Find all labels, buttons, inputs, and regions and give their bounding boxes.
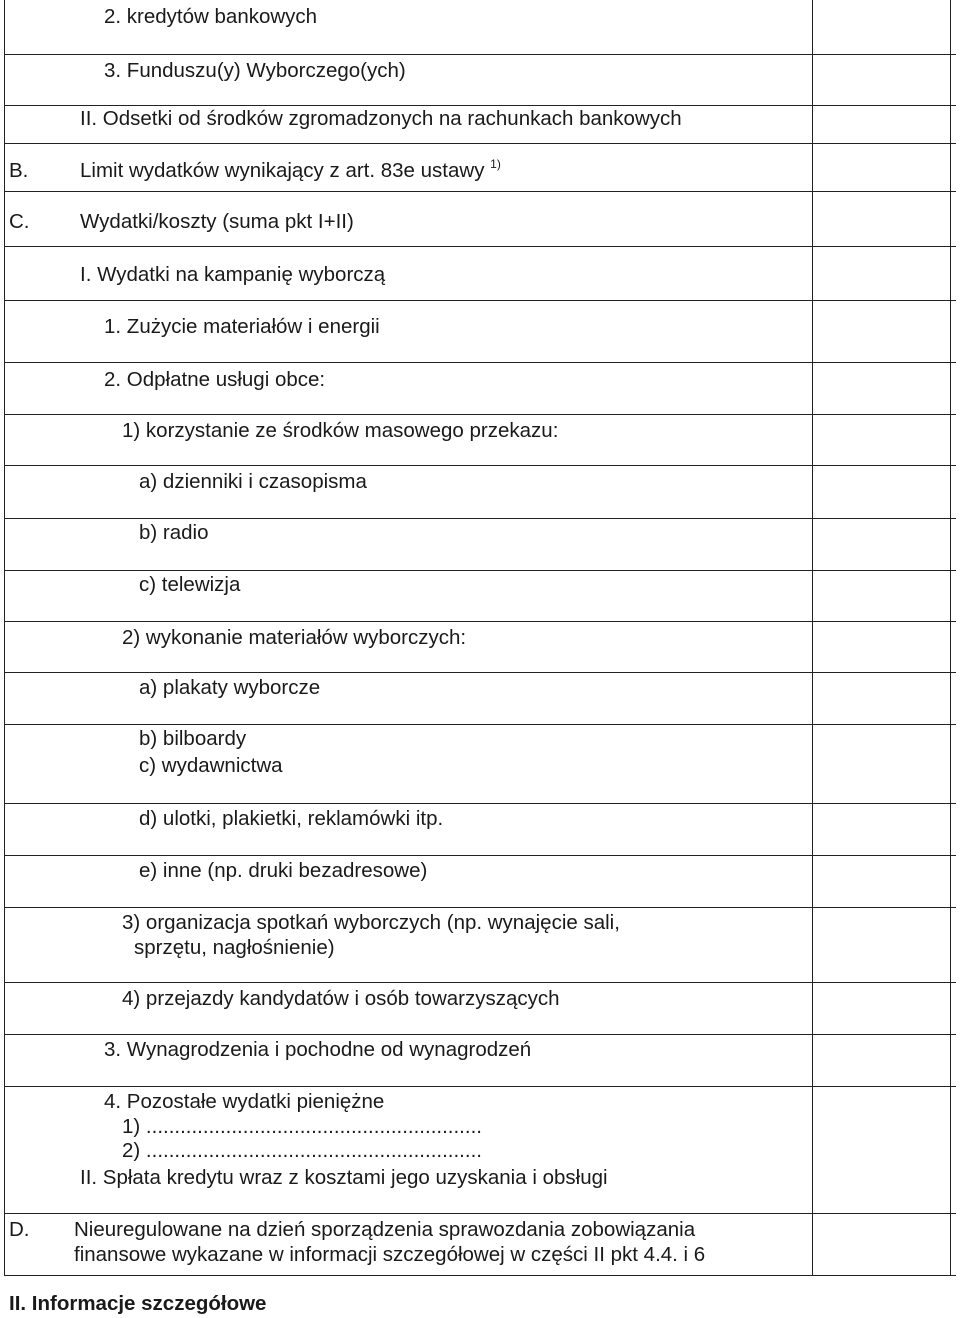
row-label: 1) korzystanie ze środków masowego przekazu: <box>122 419 559 442</box>
row-label-continued: sprzętu, nagłośnienie) <box>134 936 335 959</box>
row-label: 3. Funduszu(y) Wyborczego(ych) <box>104 59 406 82</box>
footnote-marker: 1) <box>490 157 501 171</box>
row-label: a) dzienniki i czasopisma <box>139 470 367 493</box>
table-row <box>4 856 956 908</box>
row-label: 2. kredytów bankowych <box>104 5 318 28</box>
table-row <box>4 247 956 301</box>
row-label: 3) organizacja spotkań wyborczych (np. wynajęcie sali, <box>122 911 620 934</box>
row-code: D. <box>9 1218 30 1241</box>
table-row <box>4 725 956 753</box>
row-label: 4. Pozostałe wydatki pieniężne <box>104 1090 385 1113</box>
table-row <box>4 983 956 1035</box>
table-row <box>4 0 956 55</box>
row-label: c) telewizja <box>139 573 241 596</box>
table-row <box>4 908 956 983</box>
table-row <box>4 144 956 192</box>
row-label: b) radio <box>139 521 209 544</box>
row-label: d) ulotki, plakietki, reklamówki itp. <box>139 807 444 830</box>
table-row <box>4 622 956 673</box>
row-label: b) bilboardy <box>139 727 247 750</box>
row-label: 1. Zużycie materiałów i energii <box>104 315 380 338</box>
sub-item-1: 1) ........................................................... <box>122 1115 482 1138</box>
row-label: 4) przejazdy kandydatów i osób towarzyszących <box>122 987 560 1010</box>
table-row <box>4 55 956 106</box>
row-label: Limit wydatków wynikający z art. 83e ustawy <box>80 159 485 182</box>
table-row <box>4 1214 956 1276</box>
table-row <box>4 466 956 519</box>
table-row <box>4 804 956 856</box>
table-row <box>4 192 956 247</box>
table-row <box>4 673 956 725</box>
row-label: I. Wydatki na kampanię wyborczą <box>80 263 386 286</box>
row-label: 2) wykonanie materiałów wyborczych: <box>122 626 467 649</box>
row-code: B. <box>9 159 29 182</box>
table-row <box>4 415 956 466</box>
row-label: II. Spłata kredytu wraz z kosztami jego uzyskania i obsługi <box>80 1166 608 1189</box>
table-row <box>4 363 956 415</box>
row-label: II. Odsetki od środków zgromadzonych na rachunkach bankowych <box>80 107 682 130</box>
row-label-continued: finansowe wykazane w informacji szczegółowej w części II pkt 4.4. i 6 <box>74 1243 706 1266</box>
row-label: 2. Odpłatne usługi obce: <box>104 368 326 391</box>
row-label: a) plakaty wyborcze <box>139 676 321 699</box>
expense-report-table <box>4 0 956 1276</box>
row-label: Nieuregulowane na dzień sporządzenia sprawozdania zobowiązania <box>74 1218 696 1241</box>
row-code: C. <box>9 210 30 233</box>
table-row <box>4 1087 956 1164</box>
table-row <box>4 753 956 804</box>
table-row <box>4 571 956 622</box>
table-row <box>4 1035 956 1087</box>
sub-item-2: 2) ........................................................... <box>122 1139 482 1162</box>
table-row <box>4 106 956 144</box>
table-row <box>4 301 956 363</box>
table-row <box>4 519 956 571</box>
row-label: c) wydawnictwa <box>139 754 283 777</box>
section-heading: II. Informacje szczegółowe <box>9 1292 267 1315</box>
row-label: e) inne (np. druki bezadresowe) <box>139 859 428 882</box>
row-label: 3. Wynagrodzenia i pochodne od wynagrodzeń <box>104 1038 532 1061</box>
row-label: Wydatki/koszty (suma pkt I+II) <box>80 210 354 233</box>
table-row <box>4 1164 956 1214</box>
row-label-wrap <box>80 158 501 184</box>
